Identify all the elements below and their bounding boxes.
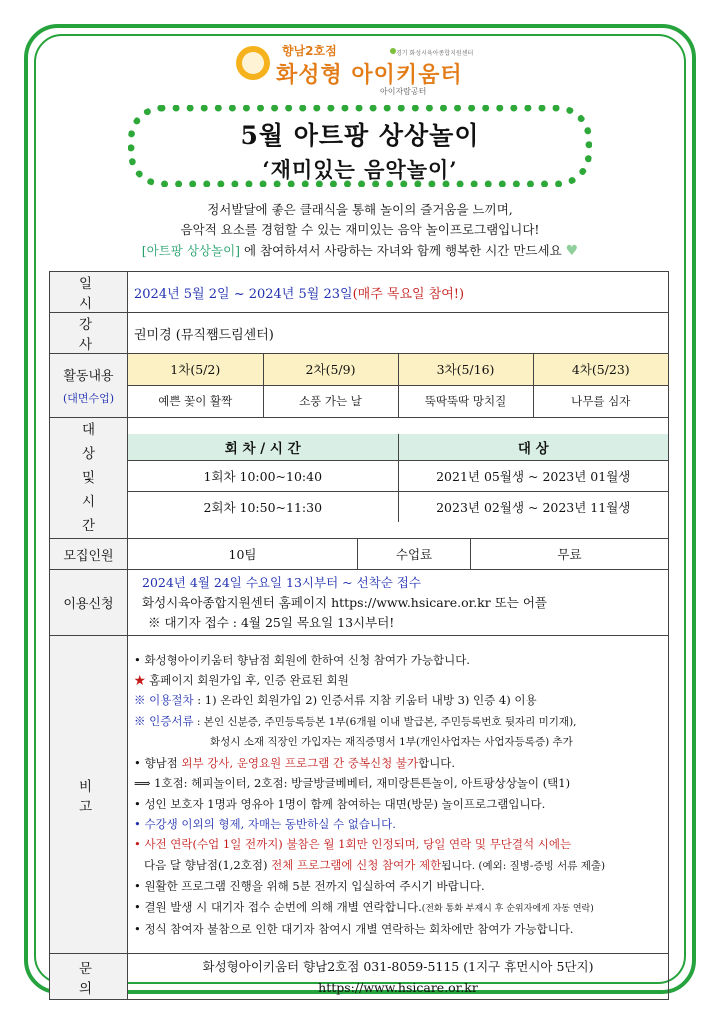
recruit-cell xyxy=(128,539,669,570)
schedule-value xyxy=(128,272,669,313)
remark-item xyxy=(134,897,662,919)
remark-text: 다음 달 향남점(1,2호점) xyxy=(144,857,272,872)
remark-item xyxy=(134,855,662,876)
intro-line-1: 정서발달에 좋은 클래식을 통해 놀이의 즐거움을 느끼며, xyxy=(207,202,513,217)
remark-item: 화성시 소재 직장인 가입자는 재직증명서 1부(개인사업자는 사업자등록증) 추가 xyxy=(210,736,573,749)
logo-branch: 향남2호점 xyxy=(282,44,337,58)
apply-period: 2024년 4월 24일 수요일 13시부터 ~ 선착순 접수 xyxy=(142,574,421,590)
session-round: 4차(5/23) xyxy=(533,354,668,385)
info-table xyxy=(49,271,669,1000)
session-round: 3차(5/16) xyxy=(398,354,533,385)
remark-emphasis: 전체 프로그램에 신청 참여가 제한 xyxy=(271,857,442,872)
intro-rest: 에 참여하셔서 사랑하는 자녀와 함께 행복한 시간 만드세요 xyxy=(244,243,562,258)
fee-value: 무료 xyxy=(557,547,582,562)
session-round: 2차(5/9) xyxy=(263,354,398,385)
fee-label: 수업료 xyxy=(358,539,471,569)
remark-item xyxy=(134,690,662,710)
page-title: 5월 아트팡 상상놀이 xyxy=(240,121,480,150)
logo-sub: 아이자람공터 xyxy=(380,87,427,96)
remark-item: • 성인 보호자 1명과 영유아 1명이 함께 참여하는 대면(방문) 놀이프로그램입니다. xyxy=(134,796,546,811)
activities-label: 활동내용 xyxy=(63,369,114,384)
target-header-target: 대 상 xyxy=(398,434,668,460)
heart-icon: ♥ xyxy=(565,243,579,259)
schedule-dates: 2024년 5월 2일 ~ 2024년 5월 23일 xyxy=(134,286,353,302)
apply-method: 화성시육아종합지원센터 홈페이지 https://www.hsicare.or.kr 또는 어플 xyxy=(142,594,547,610)
page-subtitle: ‘재미있는 음악놀이’ xyxy=(262,157,458,182)
contact-label: 문 의 xyxy=(50,954,128,1000)
remark-emphasis: 외부 강사, 운영요원 프로그램 간 중복신청 불가 xyxy=(181,755,419,770)
remark-item: • 원활한 프로그램 진행을 위해 5분 전까지 입실하여 주시기 바랍니다. xyxy=(134,879,485,894)
recruit-label: 모집인원 xyxy=(50,539,128,570)
remark-text: : 1) 온라인 회원가입 2) 인증서류 지참 키움터 내방 3) 인증 4) 이용 xyxy=(193,693,537,708)
intro-highlight: [아트팡 상상놀이] xyxy=(141,243,241,258)
target-header-time: 회 차 / 시 간 xyxy=(128,434,398,460)
target-time: 2회차 10:50~11:30 xyxy=(128,491,398,522)
activities-cell xyxy=(128,354,669,418)
remark-text: 됩니다. (예외: 질병-증빙 서류 제출) xyxy=(441,859,606,872)
session-round: 1차(5/2) xyxy=(128,354,263,385)
remarks-label: 비 고 xyxy=(50,636,128,954)
session-topic: 소풍 가는 날 xyxy=(263,385,398,417)
remark-item xyxy=(134,670,662,690)
contact-url[interactable]: https://www.hsicare.or.kr xyxy=(318,979,478,995)
target-grid xyxy=(128,434,668,522)
logo-org: 경기 화성시육아종합지원센터 xyxy=(396,50,474,57)
instructor-name: 권미경 (뮤직쨈드림센터) xyxy=(128,313,669,354)
target-range: 2021년 05월생 ~ 2023년 01월생 xyxy=(398,460,668,491)
remark-item: • 정식 참여자 불참으로 인한 대기자 참여시 개별 연락하는 회차에만 참여가 가능합니다. xyxy=(134,921,574,936)
remark-item xyxy=(134,753,662,773)
remark-item: ⟹ 1호점: 헤피놀이터, 2호점: 방글방글베베터, 재미랑튼튼놀이, 아트팡상상놀이 (택1) xyxy=(134,776,571,791)
remark-item: • 사전 연락(수업 1일 전까지) 불참은 월 1회만 인정되며, 당일 연락 및 무단결석 시에는 xyxy=(134,837,572,852)
remark-small: (전화 통화 부재시 후 순위자에게 자동 연락) xyxy=(421,903,594,914)
remark-marker: ※ 이용절차 xyxy=(134,693,194,708)
intro-line-3 xyxy=(50,241,670,261)
logo xyxy=(232,40,492,100)
target-time: 1회차 10:00~10:40 xyxy=(128,460,398,491)
apply-label: 이용신청 xyxy=(50,570,128,636)
session-topic: 뚝딱뚝딱 망치질 xyxy=(398,385,533,417)
remarks-cell xyxy=(128,636,669,954)
activities-sublabel: (대면수업) xyxy=(62,392,115,405)
schedule-label: 일 시 xyxy=(50,272,128,313)
target-cell xyxy=(128,418,669,539)
star-icon: ★ xyxy=(134,673,146,688)
target-label-cell xyxy=(50,418,128,539)
remark-item xyxy=(134,711,662,732)
session-topic: 예쁜 꽃이 활짝 xyxy=(128,385,263,417)
remark-text: • 향남점 xyxy=(134,755,182,770)
remark-text: : 본인 신분증, 주민등록등본 1부(6개월 이내 발급본, 주민등록번호 뒷자리 미기재), xyxy=(193,715,577,728)
target-range: 2023년 02월생 ~ 2023년 11월생 xyxy=(398,491,668,522)
activities-grid xyxy=(128,354,668,417)
remark-text: 홈페이지 회원가입 후, 인증 완료된 회원 xyxy=(145,673,349,688)
remark-text: 합니다. xyxy=(418,755,456,770)
apply-cell xyxy=(128,570,669,636)
remark-marker: ※ 인증서류 xyxy=(134,713,194,728)
remark-text: • 결원 발생 시 대기자 접수 순번에 의해 개별 연락합니다. xyxy=(134,899,422,914)
logo-brand: 화성형 아이키움터 xyxy=(276,63,463,88)
apply-waitlist: ※ 대기자 접수 : 4월 25일 목요일 13시부터! xyxy=(148,614,395,630)
instructor-label: 강 사 xyxy=(50,313,128,354)
recruit-count: 10팀 xyxy=(228,547,257,562)
session-topic: 나무를 심자 xyxy=(533,385,668,417)
remark-item: • 수강생 이외의 형제, 자매는 동반하실 수 없습니다. xyxy=(134,816,396,831)
intro-line-2: 음악적 요소를 경험할 수 있는 재미있는 음악 놀이프로그램입니다! xyxy=(180,222,540,237)
schedule-note: (매주 목요일 참여!) xyxy=(352,286,465,302)
title-box xyxy=(128,105,592,187)
contact-info: 화성형아이키움터 향남2호점 031-8059-5115 (1지구 휴먼시아 5단지) xyxy=(202,958,594,974)
contact-cell xyxy=(128,954,669,1000)
activities-label-cell xyxy=(50,354,128,418)
recruit-grid xyxy=(128,539,668,569)
remark-item: • 화성형아이키움터 향남점 회원에 한하여 신청 참여가 가능합니다. xyxy=(134,652,470,667)
target-label: 대 상 및 시 간 xyxy=(81,422,96,534)
face-logo-icon xyxy=(242,52,264,74)
